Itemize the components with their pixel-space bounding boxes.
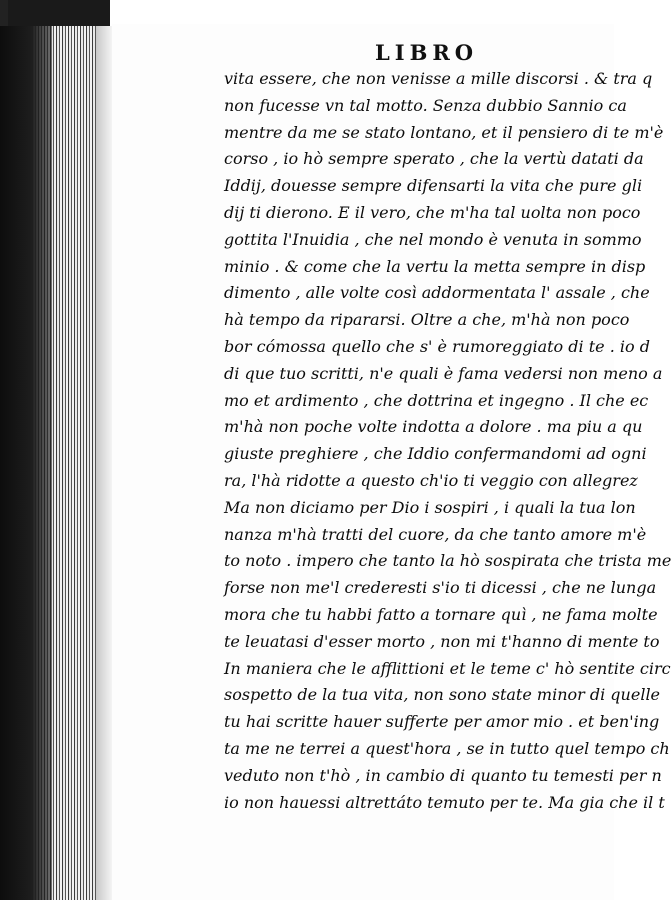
text-line: dimento , alle volte così addormentata l' assale , che: [224, 283, 650, 303]
background-corner: [0, 0, 110, 28]
text-line: veduto non t'hò , in cambio di quanto tu temesti per n: [224, 765, 662, 785]
text-line: hà tempo da ripararsi. Oltre a che, m'hà non poco: [224, 310, 630, 330]
text-line: forse non me'l crederesti s'io ti dicessi , che ne lunga: [224, 578, 657, 598]
text-line: Ma non diciamo per Dio i sospiri , i quali la tua lon: [224, 497, 636, 517]
text-line: gottita l'Inuidia , che nel mondo è venuta in sommo: [224, 229, 642, 249]
page-body-text: [224, 66, 671, 816]
text-line: nanza m'hà tratti del cuore, da che tanto amore m'è: [224, 524, 647, 544]
text-line: tu hai scritte hauer sufferte per amor mio . et ben'ing: [224, 712, 660, 732]
text-line: te leuatasi d'esser morto , non mi t'hanno di mente to: [224, 631, 660, 651]
text-line: to noto . impero che tanto la hò sospirata che trista me: [224, 551, 671, 571]
text-line: minio . & come che la vertu la metta sempre in disp: [224, 256, 646, 276]
text-line: bor cómossa quello che s' è rumoreggiato di te . io d: [224, 336, 650, 356]
text-line: dij ti dierono. E il vero, che m'ha tal uolta non poco: [224, 202, 641, 222]
text-line: corso , io hò sempre sperato , che la vertù datati da: [224, 149, 644, 169]
text-line: io non hauessi altrettáto temuto per te. Ma gia che il t: [224, 792, 665, 812]
text-line: vita essere, che non venisse a mille discorsi . & tra q: [224, 69, 653, 88]
running-head: LIBRO: [375, 40, 479, 65]
edge-shadow: [0, 26, 52, 900]
text-line: di que tuo scritti, n'e quali è fama vedersi non meno a: [224, 363, 663, 383]
text-line: ta me ne terrei a quest'hora , se in tutto quel tempo ch: [224, 738, 670, 758]
text-line: sospetto de la tua vita, non sono state minor di quelle: [224, 685, 661, 705]
text-line: mo et ardimento , che dottrina et ingegno . Il che ec: [224, 390, 649, 410]
text-line: mora che tu habbi fatto a tornare quì , ne fama molte: [224, 604, 658, 624]
text-line: In maniera che le afflittioni et le teme c' hò sentite circ: [224, 658, 671, 678]
text-line: ra, l'hà ridotte a questo ch'io ti veggio con allegrez: [224, 470, 638, 490]
text-line: m'hà non poche volte indotta a dolore . ma piu a qu: [224, 417, 643, 437]
text-line: non fucesse vn tal motto. Senza dubbio Sannio ca: [224, 95, 627, 115]
text-line: Iddij, douesse sempre difensarti la vita che pure gli: [224, 176, 643, 196]
text-line: mentre da me se stato lontano, et il pensiero di te m'è: [224, 122, 664, 142]
text-line: giuste preghiere , che Iddio confermandomi ad ogni: [224, 444, 647, 464]
